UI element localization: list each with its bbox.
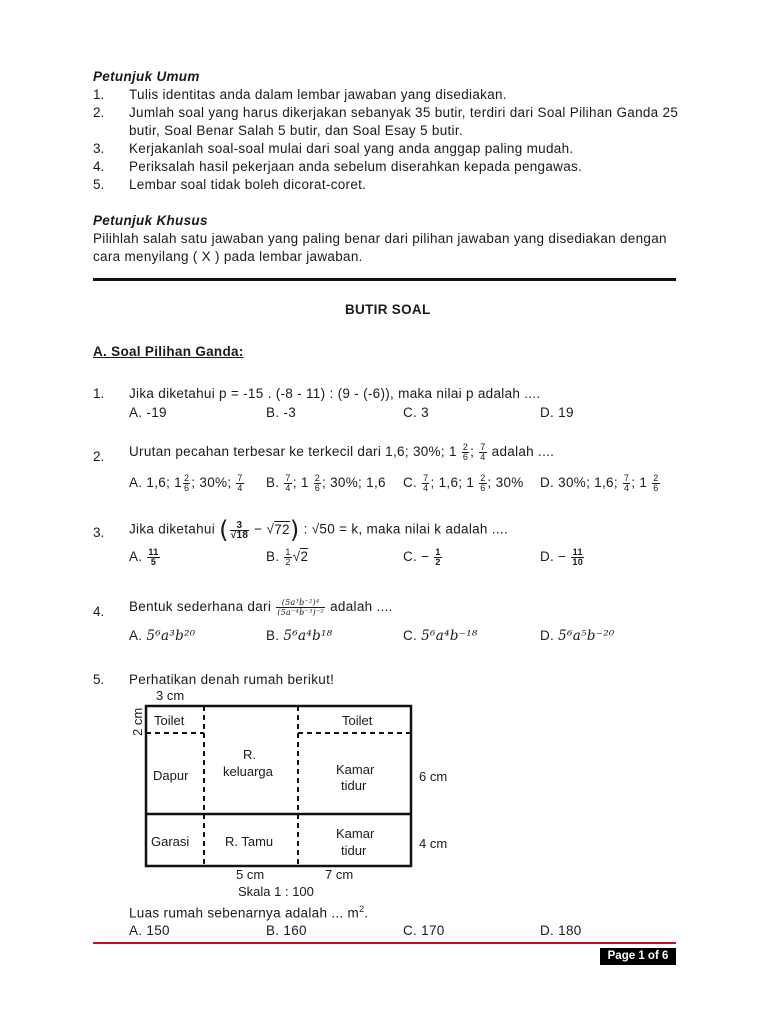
footer-rule [93,942,676,944]
option-a: A. $\frac{11}{5}$ [129,547,159,567]
room-kamar-2-line1: Kamar [336,826,375,841]
option-b: B. $\frac{1}{2}$ √2 [266,547,309,567]
option-c: C. − $\frac{1}{2}$ [403,547,441,567]
general-item-text: Lembar soal tidak boleh dicorat-coret. [129,177,367,192]
question-prefix: Urutan pecahan terbesar ke terkecil dari 1,6; 30%; 1 [129,444,457,460]
room-tamu: R. Tamu [225,834,274,849]
room-dapur: Dapur [153,768,189,783]
dim-left: 2 cm [130,707,145,736]
option-c: C. $\frac{7}{4}$ ; 1,6; 1 $\frac{2}{6}$ ; 30% [403,473,524,493]
dim-right-1: 6 cm [419,769,448,784]
question-text: Urutan pecahan terbesar ke terkecil dari 1,6; 30%; 1 $\frac{2}{6}$ ; $\frac{7}{4}$ adalah .... [129,442,555,462]
fraction: $\frac{2}{6}$ [462,442,469,462]
room-keluarga-line2: keluarga [223,764,273,779]
special-text-line2: cara menyilang ( X ) pada lembar jawaban. [93,249,363,264]
room-keluarga-line1: R. [243,747,256,762]
page-indicator: Page 1 of 6 [600,948,676,965]
room-kamar-2-line2: tidur [341,843,367,858]
general-item-num: 1. [93,87,105,102]
option-d: D. 180 [540,923,582,938]
question-text: Bentuk sederhana dari $\frac{\text{(5a³b⁻²)⁴}}{\text{(5a⁻⁴b⁻⁵)⁻²}}$ adalah .... [129,598,393,617]
room-kamar-1-line2: tidur [341,778,367,793]
question-number: 4. [93,604,105,619]
option-d: D. 5⁶a⁵b⁻²⁰ [540,628,615,644]
option-d: D. 30%; 1,6; $\frac{7}{4}$ ; 1 $\frac{2}{6}$ [540,473,659,493]
option-a: A. 1,6; 1 $\frac{2}{6}$ ; 30%; $\frac{7}{4}$ [129,473,243,493]
section-title: BUTIR SOAL [345,302,431,317]
question-number: 1. [93,386,105,401]
dim-right-2: 4 cm [419,836,448,851]
option-b: B. 5⁶a⁴b¹⁸ [266,628,333,644]
question-number: 5. [93,672,105,687]
floor-plan-diagram [126,688,456,900]
question-text: Perhatikan denah rumah berikut! [129,672,335,687]
room-kamar-1-line1: Kamar [336,762,375,777]
general-item-text: Jumlah soal yang harus dikerjakan sebanyak 35 butir, terdiri dari Soal Pilihan Ganda 25 [129,105,679,120]
question-text: Jika diketahui p = -15 . (-8 - 11) : (9 - (-6)), maka nilai p adalah .... [129,386,541,401]
special-heading: Petunjuk Khusus [93,213,208,228]
general-item-num: 4. [93,159,105,174]
fraction: $\frac{7}{4}$ [480,442,486,462]
dim-bottom-2: 7 cm [325,867,354,882]
room-toilet-2: Toilet [342,713,373,728]
question-number: 3. [93,525,105,540]
dim-bottom-1: 5 cm [236,867,265,882]
option-d: D. − $\frac{11}{10}$ [540,547,584,567]
general-item-text: Tulis identitas anda dalam lembar jawaban yang disediakan. [129,87,507,102]
general-heading: Petunjuk Umum [93,69,200,84]
general-item-text: Kerjakanlah soal-soal mulai dari soal yang anda anggap paling mudah. [129,141,574,156]
question-text: Luas rumah sebenarnya adalah ... $m^2$. [129,904,369,921]
option-d: D. 19 [540,405,574,420]
option-a: A. 150 [129,923,170,938]
section-divider [93,278,676,281]
option-a: A. 5⁶a³b²⁰ [129,628,196,644]
general-item-text: Periksalah hasil pekerjaan anda sebelum diserahkan kepada pengawas. [129,159,583,174]
general-item-text-cont: butir, Soal Benar Salah 5 butir, dan Soal Esay 5 butir. [129,123,463,138]
plan-scale: Skala 1 : 100 [238,884,314,899]
option-b: B. $\frac{7}{4}$ ; 1 $\frac{2}{6}$ ; 30%; 1,6 [266,473,386,493]
room-garasi: Garasi [151,834,190,849]
option-b: B. -3 [266,405,297,420]
option-a: A. -19 [129,405,167,420]
general-item-num: 5. [93,177,105,192]
option-b: B. 160 [266,923,307,938]
question-number: 2. [93,449,105,464]
question-suffix: adalah .... [491,444,555,460]
general-item-num: 2. [93,105,105,120]
room-toilet-1: Toilet [154,713,185,728]
dim-top: 3 cm [156,688,185,703]
special-text-line1: Pilihlah salah satu jawaban yang paling benar dari pilihan jawaban yang disediakan dengan [93,231,667,246]
option-c: C. 170 [403,923,445,938]
subsection-title: A. Soal Pilihan Ganda: [93,344,244,359]
question-text: Jika diketahui ( $\frac{3}{√18}$ − √72) : √50 = k, maka nilai k adalah .... [129,516,508,544]
option-c: C. 5⁶a⁴b⁻¹⁸ [403,628,478,644]
general-item-num: 3. [93,141,105,156]
option-c: C. 3 [403,405,429,420]
